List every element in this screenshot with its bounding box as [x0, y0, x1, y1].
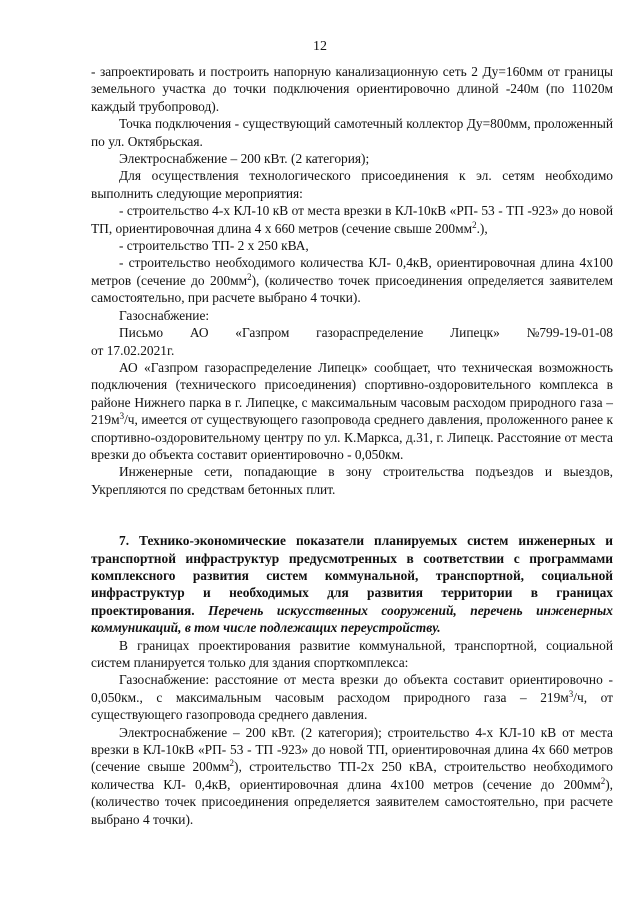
letter-number: №799-19-01-08: [526, 325, 613, 341]
letter-word: газораспределение: [316, 325, 424, 341]
paragraph-sewer-network: - запроектировать и построить напорную канализационную сеть 2 Ду=160мм от границы земельного участка до точки подключения ориентировочно длиной -240м (по 11020м каждый трубопровод).: [91, 64, 613, 114]
letter-word: «Газпром: [235, 325, 290, 341]
paragraph-cable-line-10kv: - строительство 4-х КЛ-10 кВ от места врезки в КЛ-10кВ «РП- 53 - ТП -923» до новой ТП, ориентировочная длина 4 х 660 метров (сечение свыше $200мм^2$.),: [91, 203, 613, 236]
paragraph-gas-supply-label: Газоснабжение:: [119, 307, 210, 323]
document-body: [91, 63, 613, 828]
section-heading-subtitle: Перечень искусственных сооружений, перечень инженерных коммуникаций, в том числе подлежащих переустройству.: [91, 602, 613, 636]
paragraph-letter-line: [91, 324, 613, 341]
paragraph-power-supply: Электроснабжение – 200 кВт. (2 категория);: [119, 151, 370, 167]
paragraph-gas-company-message: АО «Газпром газораспределение Липецк» сообщает, что техническая возможность подключения (технического присоединения) спортивно-оздоровительного комплекса в районе Нижнего парка в г. Липецке, с максимальным часовым расходом природного газа – $219м^3/ч$, имеется от существующего газопровода среднего давления, проложенного ранее к спортивно-оздоровительному центру по ул. К.Маркса, д.31, г. Липецк. Расстояние от места врезки до объекта составит ориентировочно - 0,050км.: [91, 359, 613, 462]
paragraph-project-boundaries: В границах проектирования развитие коммунальной, транспортной, социальной систем планируется только для здания спорткомплекса:: [91, 637, 613, 670]
letter-word: Письмо: [119, 325, 164, 341]
paragraph-grid-connection-intro: Для осуществления технологического присоединения к эл. сетям необходимо выполнить следующие мероприятия:: [91, 168, 613, 201]
paragraph-letter-date: от 17.02.2021г.: [91, 342, 175, 358]
letter-word: АО: [189, 325, 209, 341]
paragraph-substation: - строительство ТП- 2 х 250 кВА,: [119, 238, 309, 254]
paragraph-power-summary: Электроснабжение – 200 кВт. (2 категория); строительство 4-х КЛ-10 кВ от места врезки в КЛ-10кВ «РП- 53 - ТП -923» до новой ТП, ориентировочная длина 4х 660 метров (сечение свыше $200мм^2$), строительство ТП-2х 250 кВА, строительство необходимого количества КЛ- 0,4кВ, ориентировочная длина 4х100 метров (сечение до $200мм^2$), (количество точек присоединения определяется заявителем самостоятельно, при расчете выбрано 4 точки).: [91, 724, 613, 827]
section-heading: [91, 532, 613, 636]
letter-word: Липецк»: [450, 325, 500, 341]
paragraph-connection-point: Точка подключения - существующий самотечный коллектор Ду=800мм, проложенный по ул. Октябрьская.: [91, 116, 613, 149]
section-heading-title: 7. Технико-экономические показатели планируемых систем инженерных и транспортной инфраструктур предусмотренных в соответствии с программами комплексного развития систем коммунальной, транспортной, социальной инфраструктур и необходимых для развития территории в границах проектирования.: [91, 533, 613, 618]
page-number: 12: [313, 39, 327, 54]
paragraph-gas-summary: Газоснабжение: расстояние от места врезки до объекта составит ориентировочно - 0,050км., с максимальным часовым расходом природного газа – $219м^3/ч$, от существующего газопровода среднего давления.: [91, 672, 613, 723]
paragraph-engineering-networks: Инженерные сети, попадающие в зону строительства подъездов и выездов, Укрепляются по средствам бетонных плит.: [91, 464, 613, 497]
paragraph-cable-line-04kv: - строительство необходимого количества КЛ- 0,4кВ, ориентировочная длина 4х100 метров (сечение до $200мм^2$), (количество точек присоединения определяется заявителем самостоятельно, при расчете выбрано 4 точки).: [91, 255, 613, 306]
